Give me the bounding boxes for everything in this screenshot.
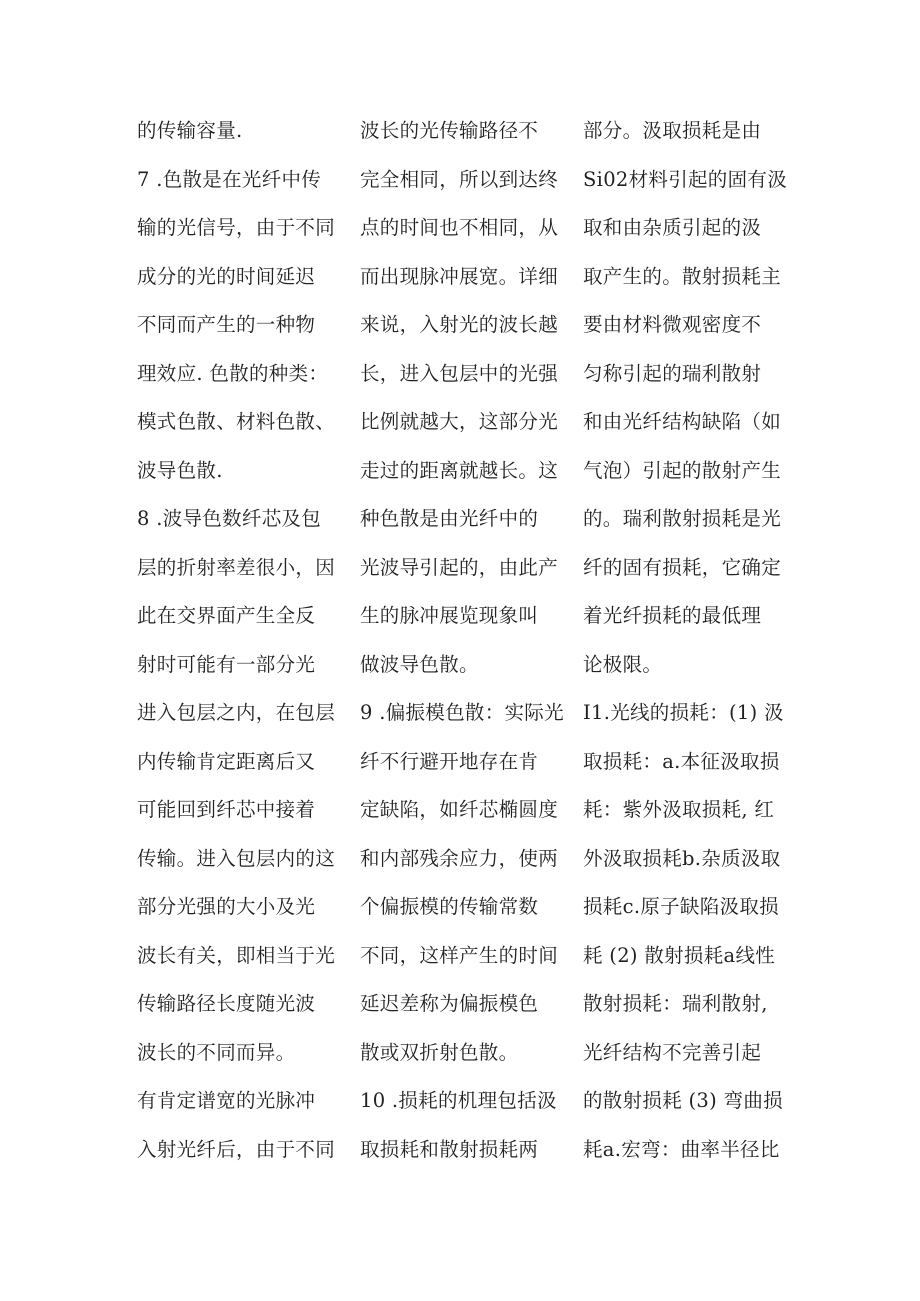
text-line: 波长的光传输路径不 bbox=[360, 119, 539, 142]
text-line: 走过的距离就越长。这 bbox=[360, 458, 559, 482]
text-line: 传输。进入包层内的这 bbox=[137, 846, 336, 870]
text-line: I1.光线的损耗：(1) 汲 bbox=[583, 701, 784, 724]
text-line: 个偏振模的传输常数 bbox=[360, 895, 539, 918]
text-line: 8 .波导色数纤芯及包 bbox=[137, 507, 322, 530]
text-line: 可能回到纤芯中接着 bbox=[137, 798, 316, 821]
text-line: 波导色散. bbox=[137, 458, 223, 482]
text-line: 点的时间也不相同，从 bbox=[360, 216, 559, 239]
text-line: 不同，这样产生的时间 bbox=[360, 943, 559, 967]
text-line: 此在交界面产生全反 bbox=[137, 604, 316, 627]
text-line: 10 .损耗的机理包括汲 bbox=[360, 1089, 557, 1112]
text-line: 气泡）引起的散射产生 bbox=[583, 458, 782, 482]
text-line: 纤的固有损耗，它确定 bbox=[583, 555, 782, 579]
text-line: 不同而产生的一种物 bbox=[137, 313, 316, 336]
text-line: 种色散是由光纤中的 bbox=[360, 507, 539, 530]
text-line: 的。瑞利散射损耗是光 bbox=[583, 507, 782, 530]
text-line: 有肯定谱宽的光脉冲 bbox=[137, 1089, 316, 1112]
text-line: 耗a.宏弯：曲率半径比 bbox=[583, 1137, 780, 1161]
text-line: 和由光纤结构缺陷（如 bbox=[583, 410, 782, 433]
text-line: 9 .偏振模色散：实际光 bbox=[360, 701, 564, 724]
text-line: 取产生的。散射损耗主 bbox=[583, 264, 782, 288]
text-line: 损耗c.原子缺陷汲取损 bbox=[583, 895, 779, 918]
text-line: 完全相同，所以到达终 bbox=[360, 167, 559, 191]
text-line: 生的脉冲展览现象叫 bbox=[360, 604, 539, 627]
text-line: 取损耗：a.本征汲取损 bbox=[583, 749, 780, 773]
text-line: 散或双折射色散。 bbox=[360, 1040, 519, 1064]
text-line: 的散射损耗 (3) 弯曲损 bbox=[583, 1089, 783, 1112]
text-line: 部分光强的大小及光 bbox=[137, 895, 316, 918]
text-line: 耗：紫外汲取损耗, 红 bbox=[583, 798, 775, 821]
text-line: 射时可能有一部分光 bbox=[137, 652, 316, 676]
text-line: 比例就越大，这部分光 bbox=[360, 410, 559, 433]
text-line: 取损耗和散射损耗两 bbox=[360, 1137, 539, 1161]
text-line: 内传输肯定距离后又 bbox=[137, 749, 316, 773]
text-column-2 bbox=[360, 107, 568, 1174]
text-line: 部分。汲取损耗是由 bbox=[583, 119, 762, 142]
text-line: 论极限。 bbox=[583, 652, 663, 676]
text-line: 7 .色散是在光纤中传 bbox=[137, 167, 322, 191]
text-line: 理效应. 色散的种类： bbox=[137, 361, 329, 385]
text-line: 做波导色散。 bbox=[360, 652, 479, 676]
text-line: 和内部残余应力，使两 bbox=[360, 846, 559, 870]
text-line: 来说，入射光的波长越 bbox=[360, 313, 559, 336]
text-line: Si02材料引起的固有汲 bbox=[583, 167, 788, 191]
text-line: 外汲取损耗b.杂质汲取 bbox=[583, 846, 781, 870]
text-line: 定缺陷，如纤芯椭圆度 bbox=[360, 798, 559, 821]
text-line: 层的折射率差很小，因 bbox=[137, 555, 336, 579]
text-line: 传输路径长度随光波 bbox=[137, 992, 316, 1015]
text-line: 散射损耗：瑞利散射, bbox=[583, 992, 768, 1015]
text-line: 匀称引起的瑞利散射 bbox=[583, 361, 762, 385]
text-line: 着光纤损耗的最低理 bbox=[583, 604, 762, 627]
text-line: 进入包层之内，在包层 bbox=[137, 701, 336, 724]
text-column-1 bbox=[137, 107, 345, 1174]
text-line: 光纤结构不完善引起 bbox=[583, 1040, 762, 1064]
text-line: 的传输容量. bbox=[137, 119, 243, 142]
text-line: 波长的不同而异。 bbox=[137, 1040, 296, 1064]
text-line: 延迟差称为偏振模色 bbox=[360, 992, 539, 1015]
text-line: 模式色散、材料色散、 bbox=[137, 410, 336, 433]
text-line: 纤不行避开地存在肯 bbox=[360, 749, 539, 773]
text-line: 长，进入包层中的光强 bbox=[360, 361, 559, 385]
text-line: 波长有关，即相当于光 bbox=[137, 943, 336, 967]
text-line: 耗 (2) 散射损耗a线性 bbox=[583, 943, 776, 967]
text-line: 入射光纤后，由于不同 bbox=[137, 1137, 336, 1161]
text-line: 输的光信号，由于不同 bbox=[137, 216, 336, 239]
text-column-3 bbox=[583, 107, 791, 1174]
text-line: 要由材料微观密度不 bbox=[583, 313, 762, 336]
text-line: 成分的光的时间延迟 bbox=[137, 264, 316, 288]
text-line: 取和由杂质引起的汲 bbox=[583, 216, 762, 239]
text-line: 而出现脉冲展宽。详细 bbox=[360, 264, 559, 288]
text-line: 光波导引起的，由此产 bbox=[360, 555, 559, 579]
